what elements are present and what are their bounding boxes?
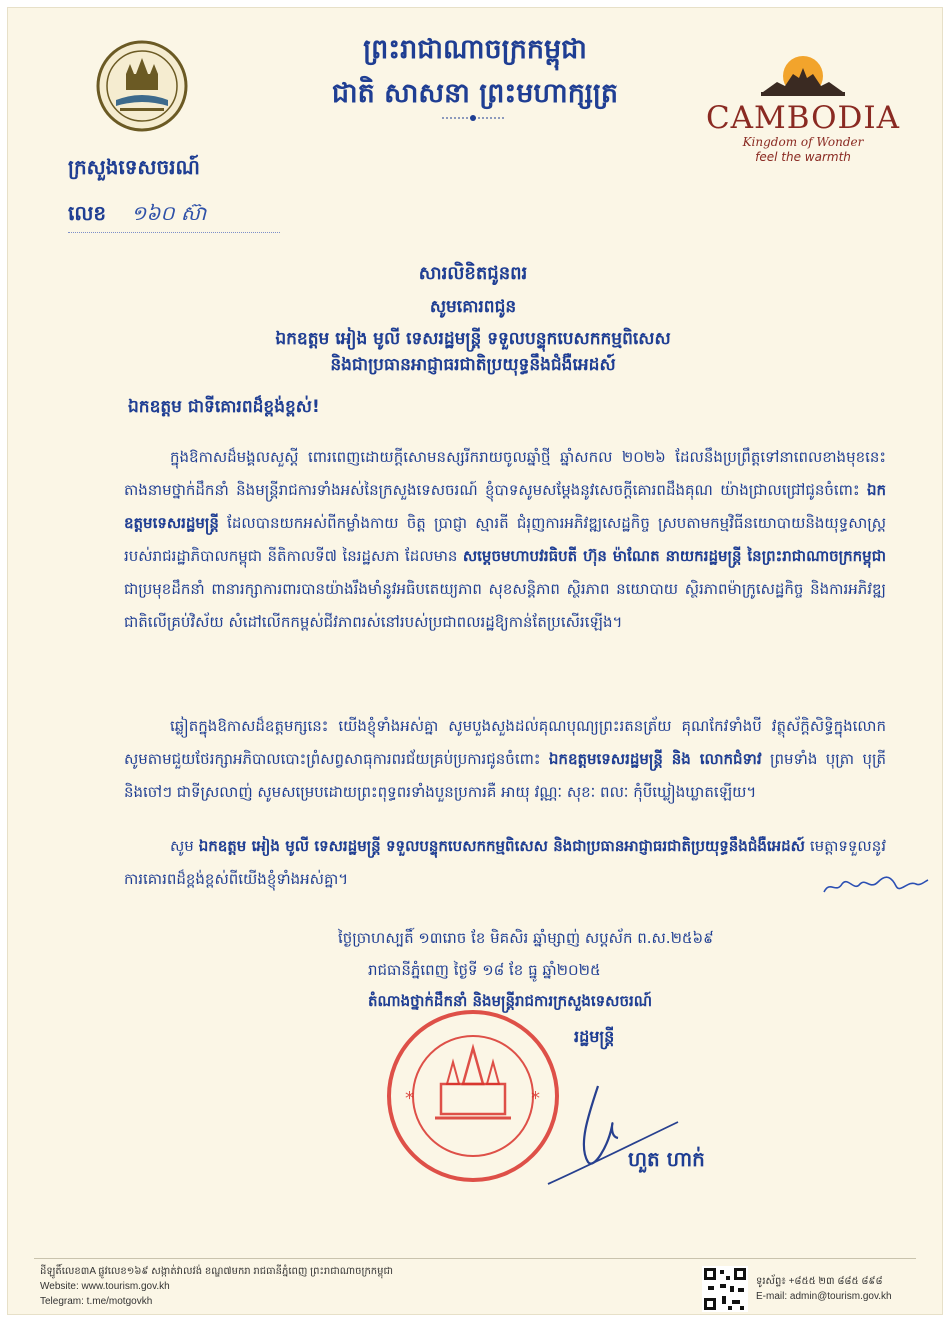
solar-date: រាជធានីភ្នំពេញ ថ្ងៃទី ១៨ ខែ ធ្នូ ឆ្នាំ២០២៥	[368, 961, 601, 979]
paragraph-1-text-b: ដែលបានយកអស់ពីកម្លាំងកាយ ចិត្ត ប្រាជ្ញា ស្មារតី ជំរុញការអភិវឌ្ឍសេដ្ឋកិច្ច ស្របតាមកម្មវិធីនយោបាយនិងយុទ្ធសាស្ត្ររបស់រាជរដ្ឋាភិបាលកម្ពុជា នីតិកាលទី៧ នៃរដ្ឋសភា ដែលមាន	[124, 514, 886, 565]
ornament-divider	[438, 113, 508, 123]
paragraph-1	[124, 441, 886, 639]
handwritten-annotation	[820, 870, 930, 900]
paragraph-3-text-a: សូម	[170, 837, 199, 855]
cambodia-brand-logo	[698, 42, 908, 167]
svg-text:*: *	[405, 1088, 414, 1109]
paragraph-1-text-a: ក្នុងឱកាសដ៏មង្គលសួស្តី ពោរពេញដោយក្តីសោមនស្សរីករាយចូលឆ្នាំថ្មី ឆ្នាំសកល ២០២៦ ដែលនឹងប្រព្រឹត្តទៅនាពេលខាងមុខនេះ តាងនាមថ្នាក់ដឹកនាំ និងមន្ត្រីរាជការទាំងអស់នៃក្រសួងទេសចរណ៍ ខ្ញុំបាទសូមសម្តែងនូវសេចក្តីគោរពដឹងគុណ យ៉ាងជ្រាលជ្រៅជូនចំពោះ	[124, 448, 886, 499]
reference-line	[68, 200, 280, 233]
ministry-seal-logo	[96, 40, 188, 132]
paragraph-3-bold: ឯកឧត្តម អៀង មូលី ទេសរដ្ឋមន្ត្រី ទទួលបន្ទុកបេសកកម្មពិសេស និងជាប្រធានអាជ្ញាធរជាតិប្រយុទ្ធនឹងជំងឺអេដស៍	[198, 837, 805, 855]
addressee-block	[68, 326, 878, 378]
addressee-line-2: និងជាប្រធានអាជ្ញាធរជាតិប្រយុទ្ធនឹងជំងឺអេដស៍	[330, 355, 616, 375]
lunar-date: ថ្ងៃច្រាហស្បតិ៍ ១៣រោច ខែ មិគសិរ ឆ្នាំម្សាញ់ សប្តស័ក ព.ស.២៥៦៩	[338, 929, 714, 947]
qr-code-icon[interactable]	[702, 1266, 748, 1312]
footer-phone: ទូរស័ព្ទ៖ +៨៥៥ ២៣ ៨៨៥ ៨៩៨	[756, 1276, 883, 1287]
footer-contact-left	[40, 1264, 393, 1309]
paragraph-2-text-b: ព្រមទាំង បុត្រា បុត្រី និងចៅៗ ជាទីស្រលាញ់ សូមសម្រេបដោយព្រះពុទ្ធពរទាំងបួនប្រការគឺ អាយុ វណ្ណៈ សុខៈ ពលៈ កុំបីឃ្លៀងឃ្លាតឡើយ។	[124, 750, 887, 801]
brand-slogan: feel the warmth	[755, 150, 851, 164]
footer-telegram-link[interactable]: Telegram: t.me/motgovkh	[40, 1296, 153, 1307]
letter-subtitle: សូមគោរពជូន	[429, 297, 517, 317]
date-block	[338, 922, 888, 986]
signatory-title: តំណាងថ្នាក់ដឹកនាំ និងមន្ត្រីរាជការក្រសួងទេសចរណ៍	[368, 992, 653, 1010]
brand-tagline: Kingdom of Wonder	[742, 135, 864, 149]
signatory-role: រដ្ឋមន្ត្រី	[574, 1027, 615, 1046]
paragraph-1-bold-a: ឯកឧត្តមទេសរដ្ឋមន្ត្រី	[124, 481, 886, 532]
brand-wordmark: CAMBODIA	[705, 100, 901, 136]
addressee-line-1: ឯកឧត្តម អៀង មូលី ទេសរដ្ឋមន្ត្រី ទទួលបន្ទុកបេសកកម្មពិសេស	[275, 329, 671, 349]
paragraph-2-text-a: ឆ្លៀតក្នុងឱកាសដ៏ឧត្តមក្សនេះ យើងខ្ញុំទាំងអស់គ្នា សូមបួងសួងដល់គុណបុណ្យព្រះរតនត្រ័យ គុណកែវទាំងបី វត្ថុស័ក្តិសិទ្ធិក្នុងលោក សូមតាមជួយថែរក្សាអភិបាលបោះព្រំសព្វសាធុការពរជ័យគ្រប់ប្រការជូនចំពោះ	[124, 717, 886, 768]
signatory-name: ហួត ហាក់	[628, 1147, 705, 1171]
ministry-name: ក្រសួងទេសចរណ៍	[68, 155, 200, 179]
paragraph-1-text-c: ជាប្រមុខដឹកនាំ ពានារក្សាការពារបានយ៉ាងរឹងមាំនូវអធិបតេយ្យភាព សុខសន្តិភាព ស្ថិរភាព នយោបាយ ស្ថិរភាពម៉ាក្រូសេដ្ឋកិច្ច និងការអភិវឌ្ឍជាតិលើគ្រប់វិស័យ សំដៅលើកកម្ពស់ជីវភាពរស់នៅរបស់ប្រជាពលរដ្ឋឱ្យកាន់តែប្រសើរឡើង។	[124, 580, 886, 631]
paragraph-2-bold: ឯកឧត្តមទេសរដ្ឋមន្ត្រី និង លោកជំទាវ	[548, 750, 762, 768]
paragraph-2	[124, 710, 886, 809]
svg-text:*: *	[531, 1088, 540, 1109]
kingdom-title: ព្រះរាជាណាចក្រកម្ពុជា	[363, 34, 587, 65]
footer-email-link[interactable]: E-mail: admin@tourism.gov.kh	[756, 1291, 892, 1302]
footer-contact-right	[756, 1274, 892, 1304]
paragraph-3	[124, 830, 886, 896]
letter-page	[8, 8, 942, 1314]
letter-title: សារលិខិតជូនពរ	[418, 263, 528, 284]
footer-divider	[34, 1258, 916, 1259]
salutation: ឯកឧត្តម ជាទីគោរពដ៏ខ្ពង់ខ្ពស់!	[128, 397, 320, 417]
reference-label: លេខ	[68, 201, 107, 225]
reference-number: ១៦០ ស៊ា	[131, 201, 207, 225]
national-motto: ជាតិ សាសនា ព្រះមហាក្សត្រ	[331, 78, 619, 109]
footer-address: ដីឡូតិ៍លេខ៣A ផ្លូវលេខ១៦៩ សង្កាត់វាលវង់ ខណ្ឌ៧មករា រាជធានីភ្នំពេញ ព្រះរាជាណាចក្រកម្ពុជា	[40, 1266, 394, 1277]
sunrise-temple-icon	[753, 42, 853, 98]
paragraph-3-text-b: មេត្តាទទួលនូវការគោរពដ៏ខ្ពង់ខ្ពស់ពីយើងខ្ញុំទាំងអស់គ្នា។	[124, 837, 886, 888]
footer-website-link[interactable]: Website: www.tourism.gov.kh	[40, 1281, 170, 1292]
paragraph-1-bold-b: សម្តេចមហាបវរធិបតី ហ៊ុន ម៉ាណែត នាយករដ្ឋមន្ត្រី នៃព្រះរាជាណាចក្រកម្ពុជា	[462, 547, 886, 565]
